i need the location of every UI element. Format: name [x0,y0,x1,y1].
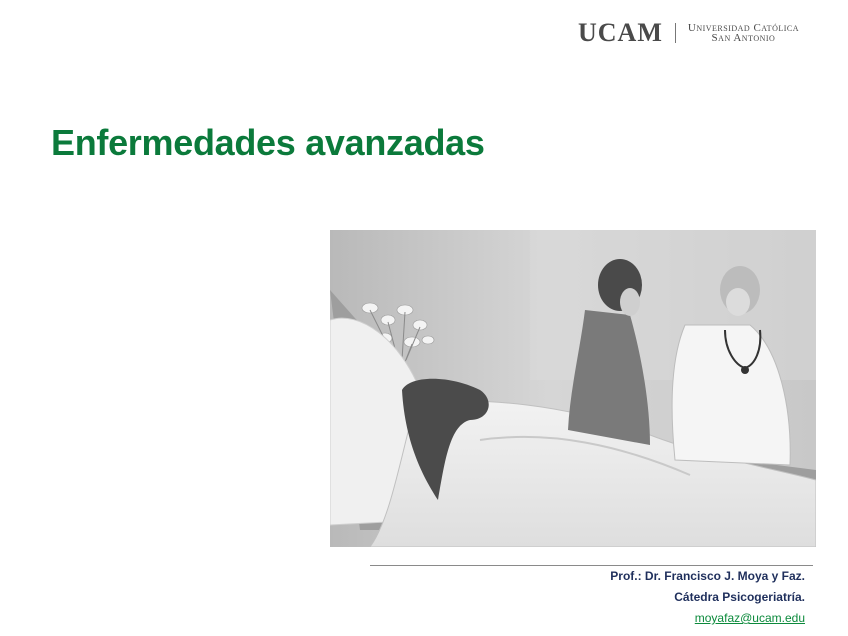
ucam-logo [578,18,799,48]
email-link[interactable]: moyafaz@ucam.edu [694,611,805,625]
logo-divider [675,23,676,43]
logo-name-line1: Universidad Católica [687,22,800,34]
logo-name-line2: San Antonio [711,32,776,44]
logo-university-name [688,23,799,43]
professor-name: Prof.: Dr. Francisco J. Moya y Faz. [610,569,805,583]
logo-mark: UCAM [578,18,663,47]
hospital-scene-photo [330,230,816,547]
footer-rule [370,565,813,566]
slide-title: Enfermedades avanzadas [51,122,485,163]
chair-name: Cátedra Psicogeriatría. [674,590,805,604]
